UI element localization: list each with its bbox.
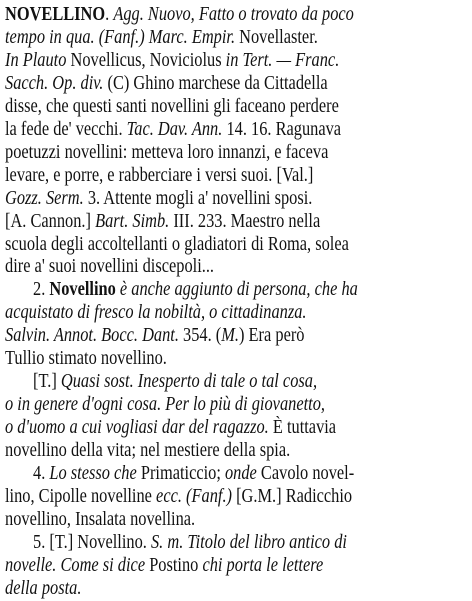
entry-line (5, 164, 313, 188)
entry-line (5, 233, 349, 257)
entry-line (5, 3, 354, 27)
entry-text-segment: novellino, Insalata novellina. (5, 508, 196, 530)
entry-text-segment: ecc. (Fanf.) (156, 485, 233, 507)
entry-text-segment: Lo stesso che (49, 463, 137, 484)
entry-text-segment: NOVELLINO (5, 4, 106, 25)
entry-text-segment: ) Era però (239, 325, 305, 347)
entry-text-segment: Sacch. Op. div. (5, 72, 104, 94)
entry-line (5, 141, 328, 165)
entry-text-segment: . (105, 4, 114, 25)
entry-line (33, 370, 317, 394)
entry-text-segment: in Tert. — Franc. (225, 49, 340, 71)
entry-text-segment: tempo in qua. (Fanf.) Marc. Empir. (5, 26, 236, 48)
dictionary-entry (5, 2, 467, 599)
entry-line (33, 278, 358, 302)
entry-text-segment: acquistato di fresco la nobiltà, o cittadinanza. (5, 302, 307, 324)
entry-line (5, 416, 336, 440)
entry-text-segment: In Plauto (5, 49, 67, 71)
entry-text-segment: 5. [T.] Novellino. (33, 531, 151, 553)
entry-text-segment: M. (221, 325, 240, 347)
entry-text-segment: 3. Attente mogli a' novellini sposi. (83, 187, 313, 209)
entry-text-segment: (C) Ghino marchese da Cittadella (103, 72, 328, 94)
entry-line (5, 26, 318, 50)
entry-text-segment: o d'uomo a cui vogliasi dar del ragazzo. (5, 417, 269, 439)
entry-line (5, 508, 195, 532)
entry-text-segment: Novellaster. (235, 26, 318, 48)
entry-text-segment: Novellicus, Noviciolus (66, 49, 226, 71)
entry-line (5, 554, 323, 578)
entry-text-segment: 354. ( (178, 325, 222, 347)
entry-line (5, 301, 307, 325)
entry-text-segment: novellino della vita; nel mestiere della spia. (5, 440, 291, 462)
entry-line (33, 531, 347, 555)
entry-text-segment: Agg. Nuovo, Fatto o trovato da poco (113, 4, 354, 25)
entry-text-segment: 2. (33, 279, 50, 301)
entry-text-segment: Novellino (49, 279, 116, 301)
entry-text-segment: Quasi sost. Inesperto di tale o tal cosa, (60, 371, 318, 393)
entry-text-segment: Tullio stimato novellino. (5, 348, 167, 370)
entry-line (5, 255, 214, 279)
entry-text-segment: Cavolo novel- (256, 463, 355, 484)
entry-line (5, 485, 352, 509)
entry-line (5, 187, 312, 211)
entry-line (5, 393, 325, 417)
entry-text-segment: Gozz. Serm. (5, 187, 84, 209)
entry-text-segment: Salvin. Annot. Bocc. Dant. (5, 325, 179, 347)
entry-line (5, 95, 339, 119)
entry-text-segment: [G.M.] Radicchio (232, 485, 353, 507)
entry-text-segment: scuola degli accoltellanti o gladiatori di Roma, solea (5, 233, 349, 255)
entry-line (5, 72, 328, 96)
entry-text-segment: S. m. Titolo del libro antico di (150, 531, 347, 553)
entry-text-segment: poetuzzi novellini: metteva loro innanzi, e faceva (5, 141, 329, 163)
entry-text-segment: della posta. (5, 577, 82, 599)
entry-text-segment: È tuttavia (268, 417, 337, 439)
entry-text-segment: disse, che questi santi novellini gli faceano perdere (5, 95, 339, 117)
entry-line (5, 118, 341, 142)
entry-line (5, 49, 339, 73)
entry-text-segment: onde (224, 463, 257, 484)
entry-line (5, 210, 320, 234)
entry-text-segment: 14. 16. Ragunava (222, 118, 342, 140)
entry-text-segment: dire a' suoi novellini discepoli... (5, 256, 215, 278)
entry-text-segment: [A. Cannon.] (5, 210, 96, 232)
entry-text-segment: chi porta le lettere (202, 554, 324, 576)
entry-text-segment: [T.] (33, 371, 61, 393)
entry-text-segment: Primaticcio; (136, 463, 225, 484)
entry-text-segment: la fede de' vecchi. (5, 118, 127, 140)
entry-text-segment: è anche aggiunto di persona, che ha (115, 279, 358, 301)
entry-text-segment: Postino (145, 554, 203, 576)
entry-text-segment: o in genere d'ogni cosa. Per lo più di giovanetto, (5, 394, 325, 416)
entry-line (5, 577, 81, 601)
entry-text-segment: 4. (33, 463, 50, 484)
entry-text-segment: levare, e porre, e rabberciare i versi suoi. [Val.] (5, 164, 314, 186)
entry-line (5, 347, 167, 371)
entry-text-segment: lino, Cipolle novelline (5, 485, 157, 507)
entry-text-segment: III. 233. Maestro nella (169, 210, 321, 232)
entry-text-segment: novelle. Come si dice (5, 554, 146, 576)
entry-line (5, 324, 304, 348)
entry-text-segment: Bart. Simb. (95, 210, 170, 232)
entry-line (33, 462, 354, 486)
entry-text-segment: Tac. Dav. Ann. (126, 118, 223, 140)
entry-line (5, 439, 290, 463)
